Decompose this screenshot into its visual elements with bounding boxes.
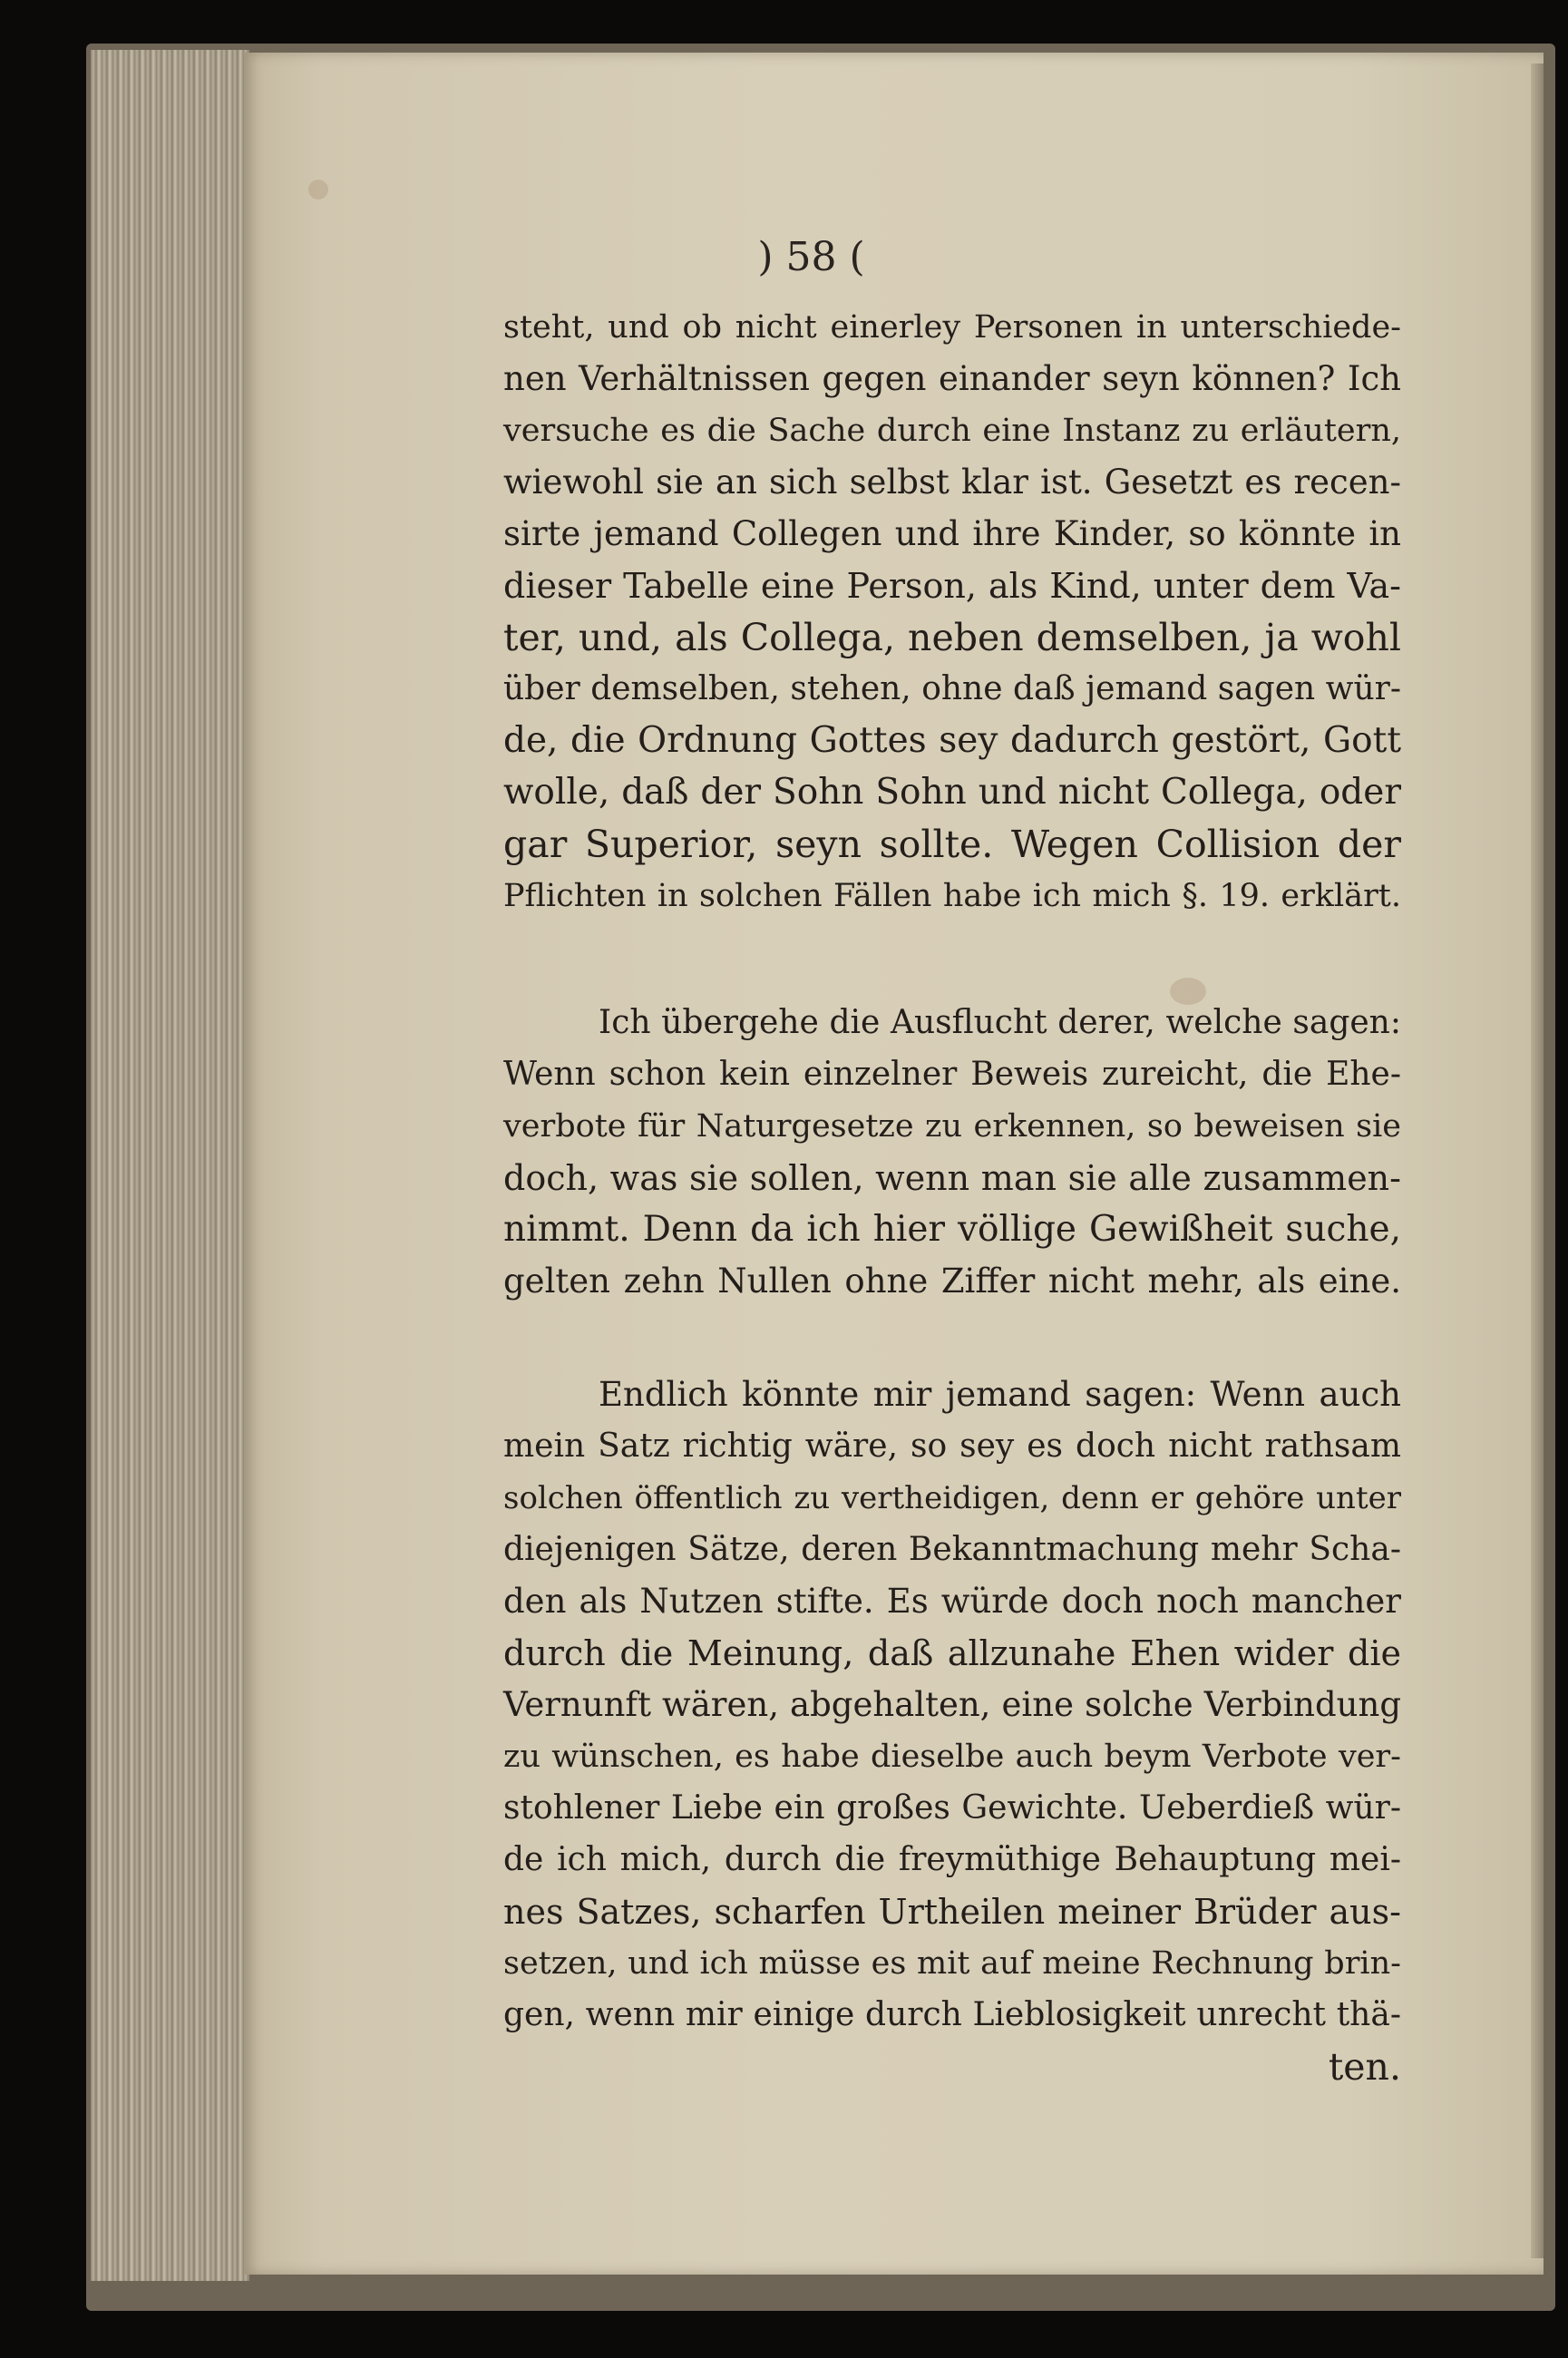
- text-line: Wenn schon kein einzelner Beweis zureicht, die Ehe-: [503, 1056, 1401, 1093]
- text-line: zu wünschen, es habe dieselbe auch beym Verbote ver-: [503, 1739, 1401, 1775]
- text-line: über demselben, stehen, ohne daß jemand sagen wür-: [503, 670, 1402, 707]
- text-line: ter, und, als Collega, neben demselben, ja wohl: [503, 616, 1401, 659]
- text-line: stohlener Liebe ein großes Gewichte. Ueberdieß wür-: [503, 1789, 1401, 1827]
- text-line: doch, was sie sollen, wenn man sie alle zusammen-: [503, 1158, 1401, 1198]
- text-line: ten.: [1328, 2045, 1401, 2089]
- page-gutter-shadow: [1531, 63, 1544, 2258]
- text-line: Endlich könnte mir jemand sagen: Wenn auch: [599, 1375, 1401, 1414]
- text-line: nen Verhältnissen gegen einander seyn können? Ich: [503, 359, 1401, 398]
- text-line: Vernunft wären, abgehalten, eine solche Verbindung: [503, 1685, 1401, 1724]
- page-edges: [91, 50, 249, 2281]
- text-line: diejenigen Sätze, deren Bekanntmachung mehr Scha-: [503, 1531, 1401, 1568]
- text-line: nimmt. Denn da ich hier völlige Gewißheit suche,: [503, 1209, 1401, 1250]
- text-line: versuche es die Sache durch eine Instanz zu erläutern,: [503, 413, 1401, 449]
- page-number: ) 58 (: [757, 234, 865, 280]
- text-line: de ich mich, durch die freymüthige Behauptung mei-: [503, 1841, 1401, 1878]
- text-line: steht, und ob nicht einerley Personen in unterschiede-: [503, 309, 1401, 346]
- text-line: gar Superior, seyn sollte. Wegen Collision der: [503, 823, 1401, 866]
- text-line: solchen öffentlich zu vertheidigen, denn er gehöre unter: [503, 1480, 1401, 1516]
- text-line: gen, wenn mir einige durch Lieblosigkeit unrecht thä-: [503, 1996, 1401, 2033]
- text-line: durch die Meinung, daß allzunahe Ehen wider die: [503, 1633, 1401, 1673]
- text-line: dieser Tabelle eine Person, als Kind, unter dem Va-: [503, 566, 1401, 606]
- text-line: de, die Ordnung Gottes sey dadurch gestört, Gott: [503, 720, 1401, 761]
- text-line: Ich übergehe die Ausflucht derer, welche sagen:: [599, 1004, 1401, 1041]
- text-line: den als Nutzen stifte. Es würde doch noch mancher: [503, 1582, 1401, 1621]
- text-line: sirte jemand Collegen und ihre Kinder, so könnte in: [503, 514, 1401, 553]
- text-line: wolle, daß der Sohn Sohn und nicht Collega, oder: [503, 772, 1401, 813]
- text-line: gelten zehn Nullen ohne Ziffer nicht mehr, als eine.: [503, 1262, 1401, 1301]
- text-line: nes Satzes, scharfen Urtheilen meiner Brüder aus-: [503, 1892, 1401, 1932]
- paper-stain: [308, 180, 328, 200]
- text-line: Pflichten in solchen Fällen habe ich mich §. 19. erklärt.: [503, 878, 1401, 914]
- text-line: mein Satz richtig wäre, so sey es doch nicht rathsam: [503, 1427, 1401, 1465]
- text-line: verbote für Naturgesetze zu erkennen, so beweisen sie: [503, 1108, 1401, 1145]
- text-line: setzen, und ich müsse es mit auf meine Rechnung brin-: [503, 1945, 1401, 1982]
- text-line: wiewohl sie an sich selbst klar ist. Gesetzt es recen-: [503, 463, 1401, 502]
